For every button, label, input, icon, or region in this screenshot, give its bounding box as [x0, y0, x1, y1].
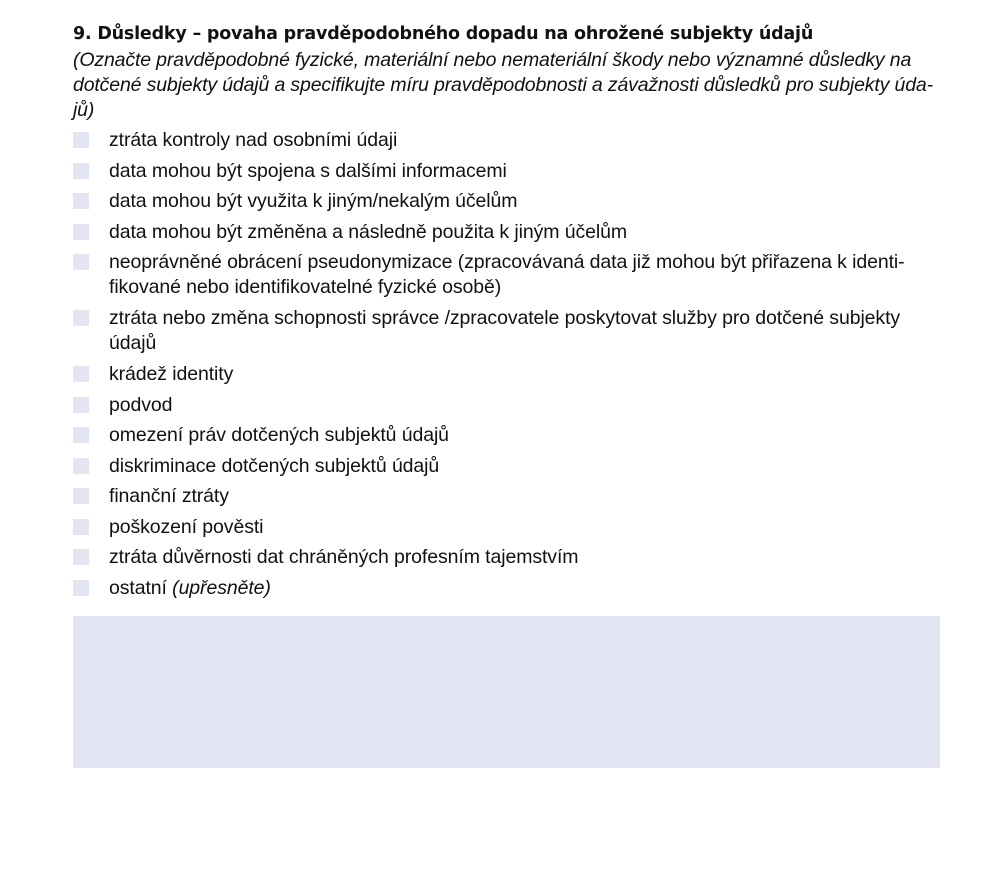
option-discrimination[interactable]: [73, 454, 940, 479]
option-label: ztráta důvěrnosti dat chráněných profesním tajemstvím: [109, 546, 579, 568]
option-data-misuse[interactable]: [73, 189, 940, 214]
checkbox[interactable]: [73, 549, 89, 565]
option-loss-of-control[interactable]: [73, 128, 940, 153]
option-confidentiality-loss[interactable]: [73, 545, 940, 570]
option-label: diskriminace dotčených subjektů údajů: [109, 454, 440, 477]
checkbox[interactable]: [73, 132, 89, 148]
checkbox[interactable]: [73, 397, 89, 413]
option-rights-restriction[interactable]: [73, 423, 940, 448]
checkbox[interactable]: [73, 427, 89, 443]
checkbox[interactable]: [73, 310, 89, 326]
checkbox[interactable]: [73, 224, 89, 240]
option-label: ostatní: [109, 576, 167, 599]
option-label: omezení práv dotčených subjektů údajů: [109, 424, 449, 446]
checkbox[interactable]: [73, 488, 89, 504]
option-label: data mohou být spojena s dalšími informacemi: [109, 159, 507, 182]
consequence-options-list: [73, 128, 940, 601]
option-label: data mohou být využita k jiným/nekalým účelům: [109, 190, 518, 212]
section-title: 9. Důsledky – povaha pravděpodobného dopadu na ohrožené subjekty údajů: [73, 24, 814, 44]
option-label: ztráta nebo změna schopnosti správce /zpracovatele poskytovat služby pro dotčené subjekty údajů: [109, 307, 901, 354]
option-label: poškození pověsti: [109, 515, 264, 538]
checkbox[interactable]: [73, 458, 89, 474]
option-specify-hint: (upřesněte): [172, 576, 271, 599]
checkbox[interactable]: [73, 193, 89, 209]
option-identity-theft[interactable]: [73, 362, 940, 387]
checkbox[interactable]: [73, 163, 89, 179]
consequences-section: [73, 22, 940, 606]
option-financial-loss[interactable]: [73, 484, 940, 509]
checkbox[interactable]: [73, 366, 89, 382]
option-label: data mohou být změněna a následně použita k jiným účelům: [109, 220, 627, 243]
option-other[interactable]: [73, 576, 940, 601]
option-label: finanční ztráty: [109, 485, 229, 507]
option-label: ztráta kontroly nad osobními údaji: [109, 129, 398, 151]
option-label: krádež identity: [109, 363, 234, 385]
checkbox[interactable]: [73, 580, 89, 596]
other-details-field[interactable]: [73, 616, 940, 768]
option-reputation-damage[interactable]: [73, 515, 940, 540]
option-fraud[interactable]: [73, 393, 940, 418]
option-data-altered[interactable]: [73, 220, 940, 245]
section-instructions: (Označte pravděpodobné fyzické, materiální nebo nemateriální škody nebo významné důsledky na dotčené subjekty údajů a specifikujte míru pravděpodobnosti a závažnosti důsledků pro subjekty úda-jů): [73, 49, 933, 121]
option-label: neoprávněné obrácení pseudonymizace (zpracovávaná data již mohou být přiřazena k identi-fikované nebo identifikovatelné fyzické osobě): [109, 251, 905, 298]
checkbox[interactable]: [73, 254, 89, 270]
checkbox[interactable]: [73, 519, 89, 535]
option-pseudonymization-reversal[interactable]: [73, 250, 940, 300]
option-data-linking[interactable]: [73, 159, 940, 184]
option-service-disruption[interactable]: [73, 306, 940, 356]
option-label: podvod: [109, 393, 173, 416]
